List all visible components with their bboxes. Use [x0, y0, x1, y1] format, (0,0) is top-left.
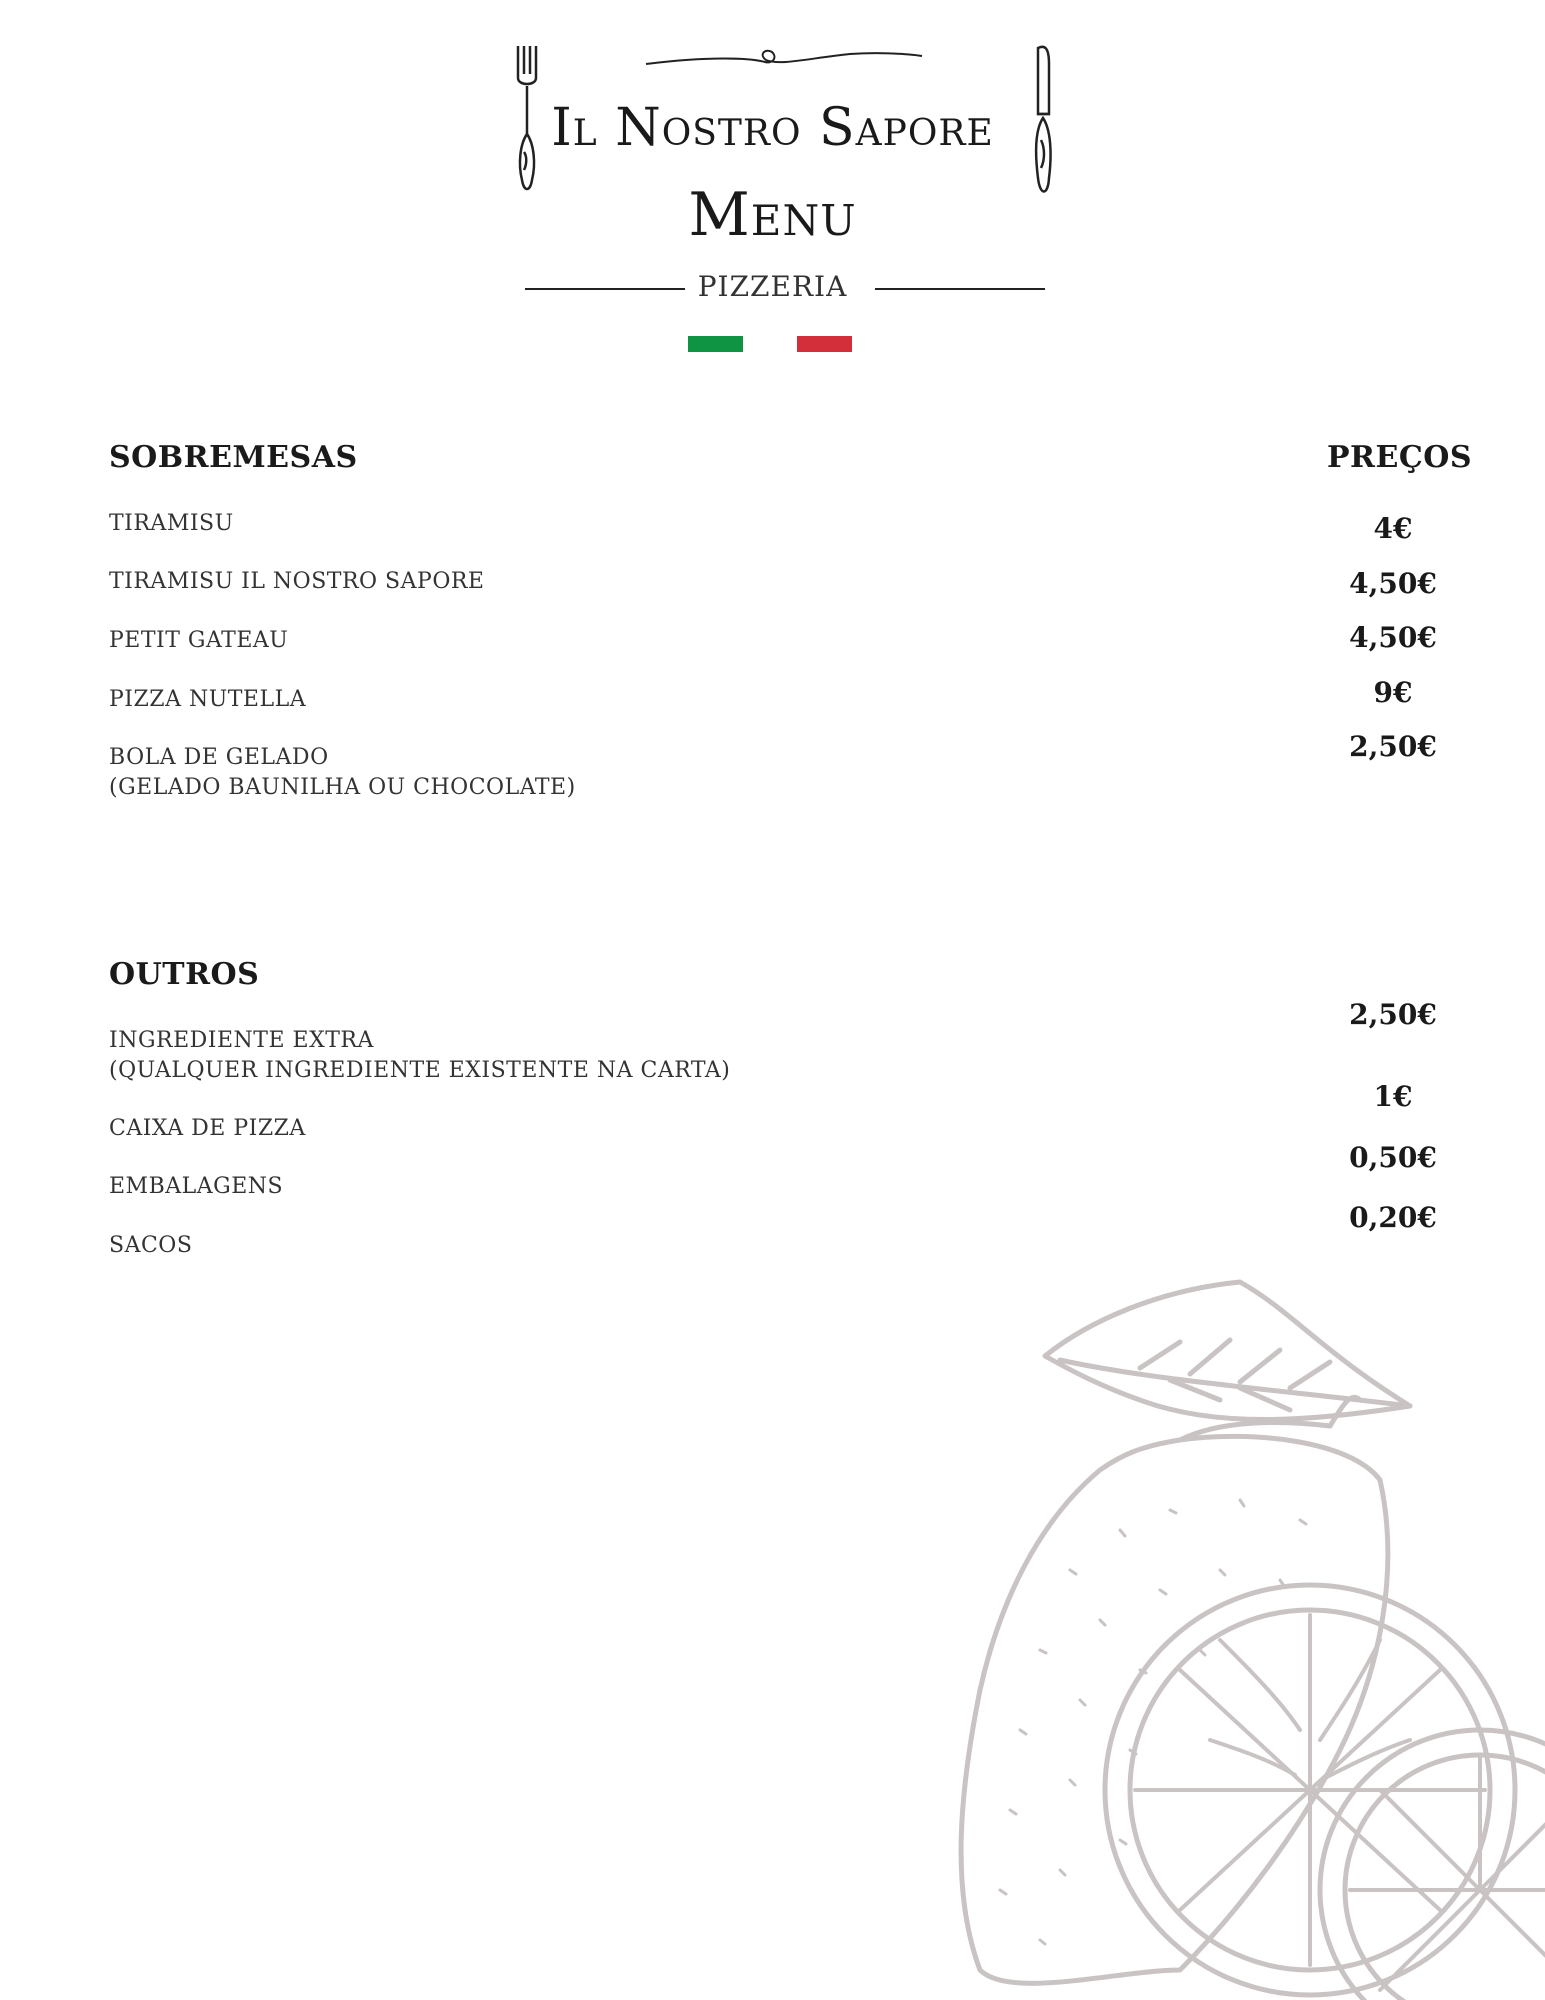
flourish-ornament [510, 36, 1050, 76]
menu-item-price: 4,50€ [1349, 567, 1437, 600]
menu-item-name: CAIXA DE PIZZA [109, 1116, 306, 1141]
menu-item-name: EMBALAGENS [109, 1174, 284, 1199]
section-title-outros: OUTROS [109, 957, 260, 992]
flag-green-stripe [688, 336, 743, 352]
menu-item-name: INGREDIENTE EXTRA (QUALQUER INGREDIENTE EXISTENTE NA CARTA) [109, 1028, 731, 1083]
menu-item-name: BOLA DE GELADO (GELADO BAUNILHA OU CHOCOLATE) [109, 745, 576, 800]
menu-item-price: 0,50€ [1349, 1141, 1437, 1174]
menu-item-name: TIRAMISU IL NOSTRO SAPORE [109, 569, 485, 594]
flag-red-stripe [797, 336, 852, 352]
menu-item-price: 2,50€ [1349, 730, 1437, 763]
menu-item-price: 2,50€ [1349, 998, 1437, 1031]
menu-item-price: 9€ [1373, 676, 1413, 709]
lemon-illustration [920, 1270, 1545, 2000]
menu-item-name: PIZZA NUTELLA [109, 687, 307, 712]
section-title-sobremesas: SOBREMESAS [109, 440, 358, 475]
menu-subtitle: PIZZERIA [697, 270, 848, 303]
menu-item-price: 0,20€ [1349, 1201, 1437, 1234]
menu-item-price: 1€ [1373, 1080, 1413, 1113]
menu-item-price: 4€ [1373, 512, 1413, 545]
prices-header: PREÇOS [1327, 440, 1473, 475]
restaurant-name: Il Nostro Sapore [551, 98, 994, 158]
right-divider [875, 288, 1045, 290]
menu-item-name: PETIT GATEAU [109, 628, 289, 653]
menu-item-price: 4,50€ [1349, 621, 1437, 654]
menu-item-name: TIRAMISU [109, 511, 234, 536]
menu-item-name: SACOS [109, 1233, 193, 1258]
menu-title: Menu [688, 180, 857, 250]
